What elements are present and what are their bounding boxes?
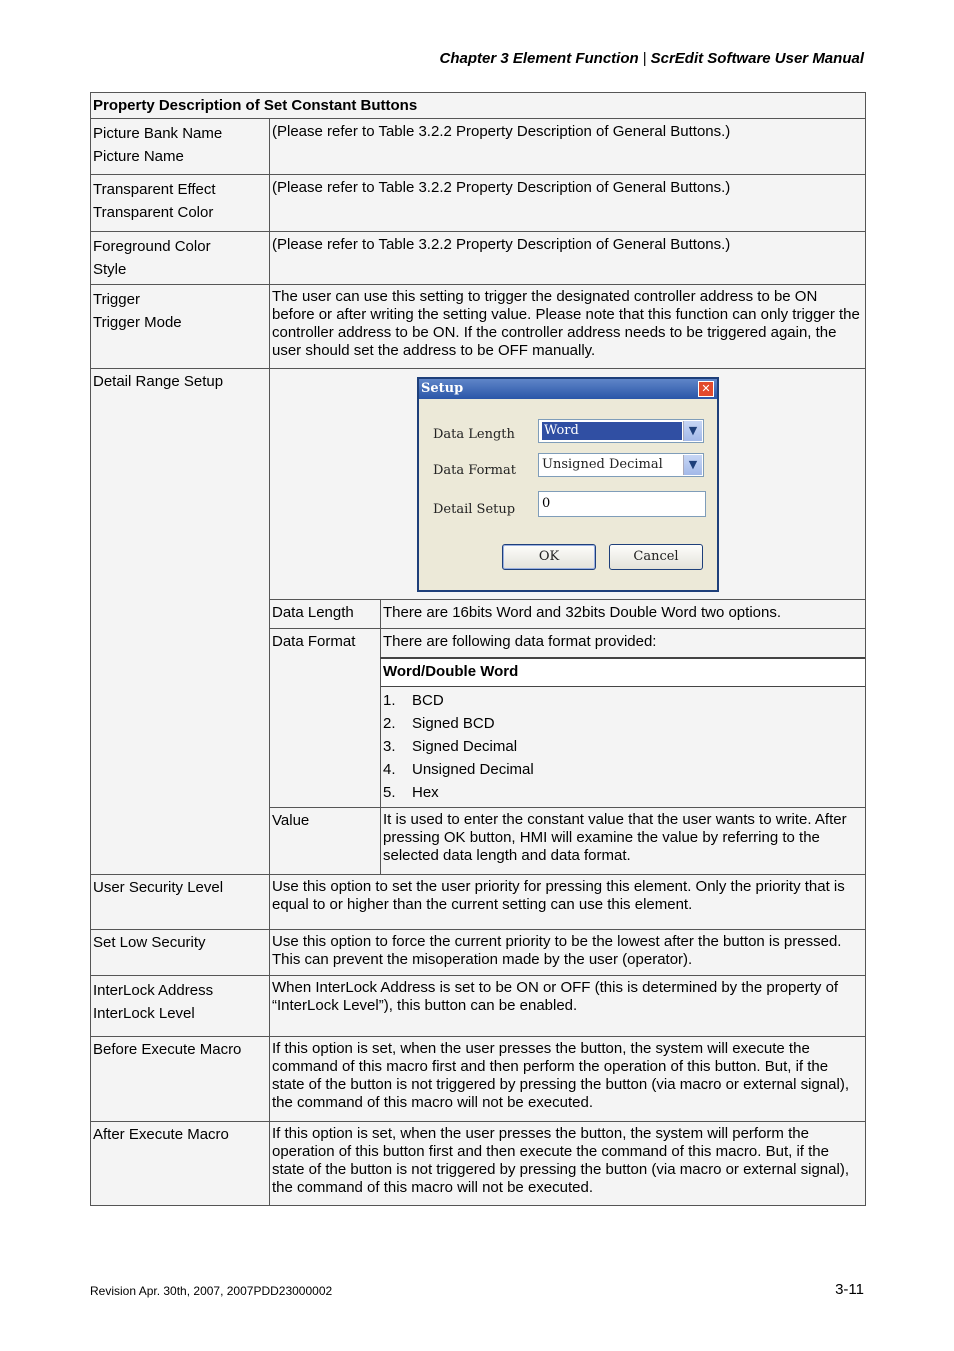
chevron-down-icon[interactable]: ▼ (683, 455, 702, 475)
page-number: 3-11 (835, 1281, 864, 1298)
data-length-value: Word (542, 422, 682, 440)
data-format-label: Data Format (433, 463, 516, 478)
dialog-title: Setup (421, 381, 464, 396)
table-row (91, 285, 866, 369)
list-item: 2. Signed BCD (383, 715, 495, 732)
table-row (91, 119, 866, 175)
property-name: Set Low Security (91, 929, 270, 975)
property-name: Trigger (93, 291, 140, 308)
close-icon[interactable]: ✕ (698, 381, 714, 397)
property-name: InterLock Address (93, 981, 214, 999)
list-item: 5. Hex (383, 784, 439, 801)
property-name-cell (91, 285, 270, 369)
property-name-cell (91, 975, 270, 1036)
detail-range-content (270, 369, 866, 875)
property-name-cell (91, 175, 270, 232)
property-description: (Please refer to Table 3.2.2 Property Description of General Buttons.) (270, 232, 866, 285)
word-double-word-heading: Word/Double Word (381, 658, 866, 687)
table-row (91, 975, 866, 1036)
property-name: User Security Level (91, 874, 270, 929)
data-format-name: Data Format (270, 629, 381, 808)
property-name: Style (93, 261, 127, 278)
manual-title: ScrEdit Software User Manual (650, 50, 864, 67)
page-header (439, 50, 864, 67)
data-length-name: Data Length (270, 600, 381, 629)
chapter-title: Chapter 3 Element Function (439, 50, 639, 67)
property-name: Before Execute Macro (91, 1036, 270, 1121)
data-length-select[interactable] (538, 419, 704, 443)
property-description: Use this option to set the user priority for pressing this element. Only the priority that is equal to or higher than the current setting can use this element. (270, 874, 866, 929)
property-description: If this option is set, when the user presses the button, the system will execute the command of this macro first and then perform the operation of this button. But, if the state of the button is not triggered by pressing the button (via macro or external signal), the command of this macro will not be executed. (270, 1036, 866, 1121)
revision-footer: Revision Apr. 30th, 2007, 2007PDD23000002 (90, 1284, 333, 1298)
chevron-down-icon[interactable]: ▼ (683, 421, 702, 441)
detail-setup-input[interactable]: 0 (538, 491, 706, 517)
data-length-description: There are 16bits Word and 32bits Double Word two options. (381, 600, 866, 629)
property-name-cell (91, 232, 270, 285)
detail-range-row (91, 369, 866, 875)
table-row (91, 175, 866, 232)
property-name: Picture Name (93, 148, 184, 165)
property-table (90, 92, 866, 1206)
table-row (91, 1036, 866, 1121)
ok-button[interactable]: OK (502, 544, 596, 570)
property-name: Trigger Mode (93, 314, 182, 331)
data-length-label: Data Length (433, 427, 515, 442)
property-description: The user can use this setting to trigger the designated controller address to be ON before or after writing the setting value. Please note that this function can only trigger the controller address to be ON. If the controller address needs to be triggered again, the user should set the address to be OFF manually. (270, 285, 866, 369)
data-format-value: Unsigned Decimal (542, 457, 663, 472)
property-description: (Please refer to Table 3.2.2 Property Description of General Buttons.) (270, 175, 866, 232)
table-row (91, 874, 866, 929)
property-name: InterLock Level (93, 1004, 195, 1022)
list-item: 1. BCD (383, 692, 444, 709)
dialog-screenshot-cell (270, 369, 865, 600)
dialog-titlebar (419, 379, 717, 399)
property-description: When InterLock Address is set to be ON or OFF (this is determined by the property of “InterLock Level”), this button can be enabled. (270, 975, 866, 1036)
data-format-select[interactable] (538, 453, 704, 477)
property-name: Foreground Color (93, 238, 211, 255)
list-item: 3. Signed Decimal (383, 738, 518, 755)
table-title-row (91, 93, 866, 119)
detail-subtable (270, 369, 865, 874)
value-description: It is used to enter the constant value that the user wants to write. After pressing OK button, HMI will examine the value by referring to the selected data length and data format. (381, 808, 866, 874)
cancel-button[interactable]: Cancel (609, 544, 703, 570)
table-title: Property Description of Set Constant Buttons (91, 93, 866, 119)
property-name: Detail Range Setup (91, 369, 270, 875)
property-description: If this option is set, when the user presses the button, the system will perform the operation of this button first and then execute the command of this macro. But, if the state of the button is not triggered by pressing the button (via macro or external signal), the command of this macro will not be executed. (270, 1121, 866, 1205)
property-name: Picture Bank Name (93, 125, 223, 142)
property-description: Use this option to force the current priority to be the lowest after the button is pressed. This can prevent the misoperation made by the user (operator). (270, 929, 866, 975)
table-row (91, 929, 866, 975)
table-row (91, 1121, 866, 1205)
value-name: Value (270, 808, 381, 874)
data-format-description: There are following data format provided: (381, 629, 866, 658)
header-separator: | (642, 50, 647, 67)
detail-setup-label: Detail Setup (433, 502, 516, 517)
data-format-list (381, 687, 866, 808)
setup-dialog (417, 377, 719, 592)
list-item: 4. Unsigned Decimal (383, 761, 534, 778)
table-row (91, 232, 866, 285)
property-description: (Please refer to Table 3.2.2 Property Description of General Buttons.) (270, 119, 866, 175)
property-name: After Execute Macro (91, 1121, 270, 1205)
property-name: Transparent Color (93, 204, 214, 221)
property-name-cell (91, 119, 270, 175)
property-name: Transparent Effect (93, 181, 216, 198)
